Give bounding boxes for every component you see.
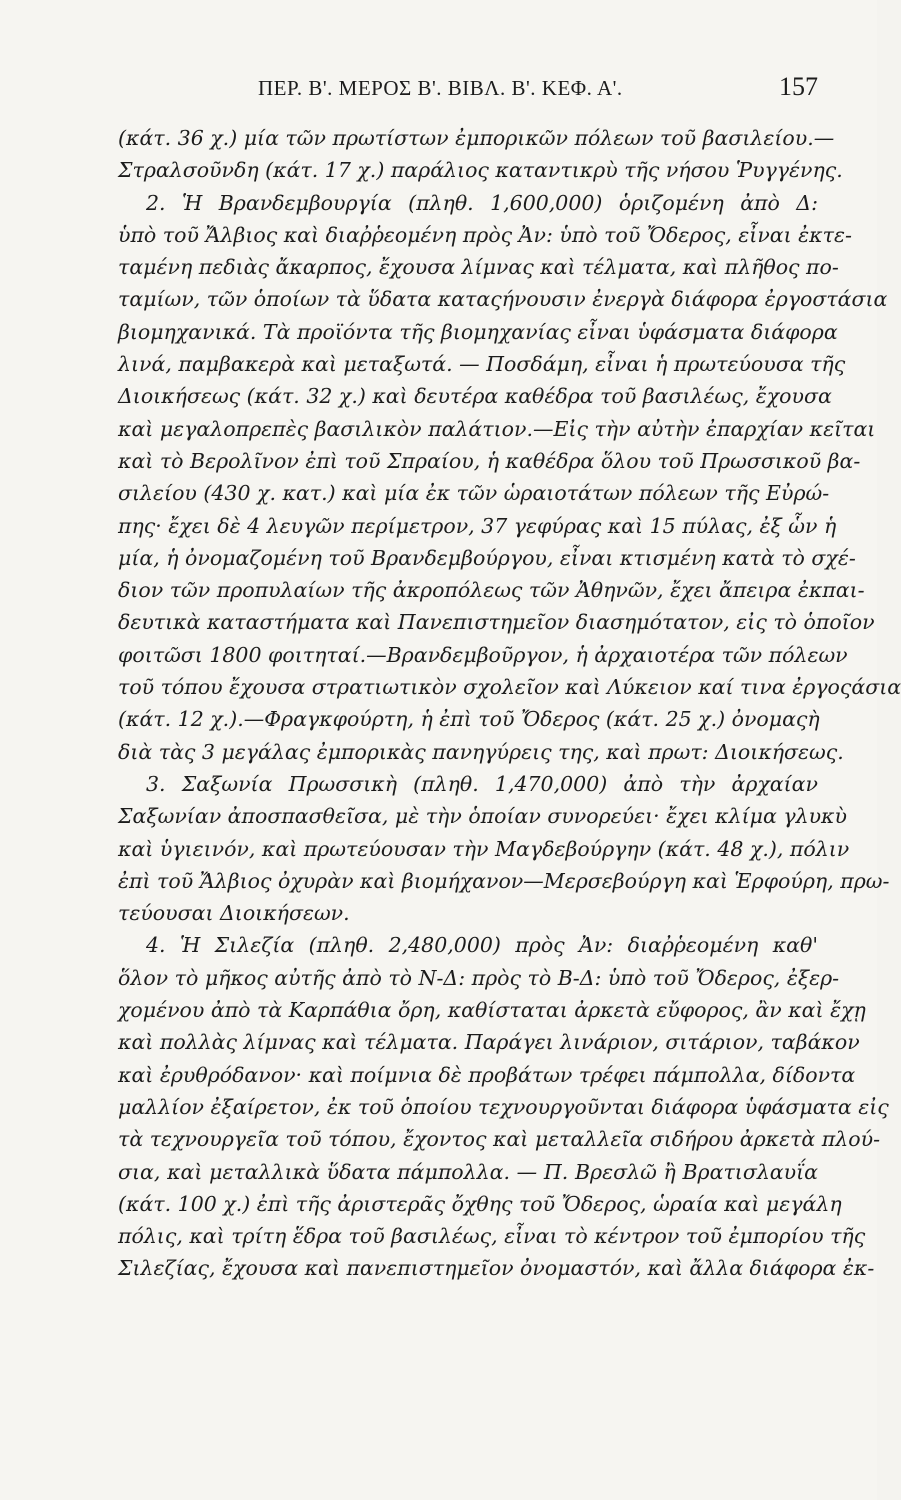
- text-line: 3. Σαξωνία Πρωσσικὴ (πληθ. 1,470,000) ἀπὸ τὴν ἀρχαίαν: [146, 771, 818, 796]
- text-line: ὑπὸ τοῦ Ἄλβιος καὶ διαῤῥεομένη πρὸς Ἀν: ὑπὸ τοῦ Ὄδερος, εἶναι ἐκτε-: [118, 222, 852, 247]
- text-line: φοιτῶσι 1800 φοιτηταί.—Βρανδεμβοῦργον, ἡ ἀρχαιοτέρα τῶν πόλεων: [118, 642, 848, 667]
- text-line: βιομηχανικά. Τὰ προϊόντα τῆς βιομηχανίας εἶναι ὑφάσματα διάφορα: [118, 319, 838, 344]
- text-line: ταμίων, τῶν ὁποίων τὰ ὕδατα καταςήνουσιν ἐνεργὰ διάφορα ἐργοστάσια: [118, 287, 888, 312]
- running-title: ΠΕΡ. Β'. ΜΕΡΟΣ Β'. ΒΙΒΛ. Β'. ΚΕΦ. Α'.: [258, 76, 623, 100]
- text-line: τοῦ τόπου ἔχουσα στρατιωτικὸν σχολεῖον καὶ Λύκειον καί τινα ἐργοςάσια: [118, 675, 901, 700]
- text-line: λινά, παμβακερὰ καὶ μεταξωτά. — Ποσδάμη, εἶναι ἡ πρωτεύουσα τῆς: [118, 352, 846, 377]
- text-line: 2. Ἡ Βρανδεμβουργία (πληθ. 1,600,000) ὁριζομένη ἀπὸ Δ:: [146, 190, 818, 215]
- text-line: καὶ μεγαλοπρεπὲς βασιλικὸν παλάτιον.—Εἰς τὴν αὐτὴν ἐπαρχίαν κεῖται: [118, 416, 876, 441]
- text-line: τὰ τεχνουργεῖα τοῦ τόπου, ἔχοντος καὶ μεταλλεῖα σιδήρου ἀρκετὰ πλού-: [118, 1127, 880, 1152]
- text-line: μία, ἡ ὀνομαζομένη τοῦ Βρανδεμβούργου, εἶναι κτισμένη κατὰ τὸ σχέ-: [118, 545, 856, 570]
- text-line: ταμένη πεδιὰς ἄκαρπος, ἔχουσα λίμνας καὶ τέλματα, καὶ πλῆθος πο-: [118, 255, 839, 280]
- text-line: πης· ἔχει δὲ 4 λευγῶν περίμετρον, 37 γεφύρας καὶ 15 πύλας, ἐξ ὧν ἡ: [118, 513, 837, 538]
- text-line: ὅλον τὸ μῆκος αὐτῆς ἀπὸ τὸ Ν-Δ: πρὸς τὸ Β-Δ: ὑπὸ τοῦ Ὄδερος, ἐξερ-: [118, 965, 840, 990]
- running-head: [118, 72, 818, 106]
- text-line: Σιλεζίας, ἔχουσα καὶ πανεπιστημεῖον ὀνομαστόν, καὶ ἄλλα διάφορα ἐκ-: [118, 1256, 875, 1281]
- text-line: δευτικὰ καταστήματα καὶ Πανεπιστημεῖον διασημότατον, εἰς τὸ ὁποῖον: [118, 610, 875, 635]
- text-line: (κάτ. 36 χ.) μία τῶν πρωτίστων ἐμπορικῶν πόλεων τοῦ βασιλείου.—: [118, 126, 835, 150]
- text-line: τεύουσαι Διοικήσεων.: [118, 901, 350, 926]
- text-line: διὰ τὰς 3 μεγάλας ἐμπορικὰς πανηγύρεις της, καὶ πρωτ: Διοικήσεως.: [118, 739, 844, 764]
- text-line: διον τῶν προπυλαίων τῆς ἀκροπόλεως τῶν Ἀθηνῶν, ἔχει ἄπειρα ἐκπαι-: [118, 578, 865, 603]
- text-line: καὶ ὑγιεινόν, καὶ πρωτεύουσαν τὴν Μαγδεβούργην (κάτ. 48 χ.), πόλιν: [118, 836, 850, 861]
- text-line: (κάτ. 12 χ.).—Φραγκφούρτη, ἡ ἐπὶ τοῦ Ὄδερος (κάτ. 25 χ.) ὀνομαςὴ: [118, 707, 820, 732]
- text-line: χομένου ἀπὸ τὰ Καρπάθια ὄρη, καθίσταται ἀρκετὰ εὔφορος, ἂν καὶ ἔχῃ: [118, 998, 866, 1023]
- body-text: [118, 122, 901, 1285]
- text-line: σιλείου (430 χ. κατ.) καὶ μία ἐκ τῶν ὡραιοτάτων πόλεων τῆς Εὐρώ-: [118, 481, 830, 506]
- text-line: πόλις, καὶ τρίτη ἕδρα τοῦ βασιλέως, εἶναι τὸ κέντρον τοῦ ἐμπορίου τῆς: [118, 1224, 866, 1249]
- text-line: Στραλσοῦνδη (κάτ. 17 χ.) παράλιος καταντικρὺ τῆς νήσου Ῥυγγένης.: [118, 158, 843, 183]
- text-line: καὶ πολλὰς λίμνας καὶ τέλματα. Παράγει λινάριον, σιτάριον, ταβάκον: [118, 1030, 860, 1055]
- text-line: Σαξωνίαν ἀποσπασθεῖσα, μὲ τὴν ὁποίαν συνορεύει· ἔχει κλίμα γλυκὺ: [118, 804, 847, 829]
- text-line: Διοικήσεως (κάτ. 32 χ.) καὶ δευτέρα καθέδρα τοῦ βασιλέως, ἔχουσα: [118, 384, 832, 409]
- text-line: μαλλίον ἐξαίρετον, ἐκ τοῦ ὁποίου τεχνουργοῦνται διάφορα ὑφάσματα εἰς: [118, 1094, 889, 1119]
- text-line: ἐπὶ τοῦ Ἄλβιος ὀχυρὰν καὶ βιομήχανον—Μερσεβούργη καὶ Ἑρφούρη, πρω-: [118, 868, 890, 893]
- text-line: καὶ τὸ Βερολῖνον ἐπὶ τοῦ Σπραίου, ἡ καθέδρα ὅλου τοῦ Πρωσσικοῦ βα-: [118, 448, 861, 473]
- page-number: 157: [779, 72, 818, 101]
- text-line: καὶ ἐρυθρόδανον· καὶ ποίμνια δὲ προβάτων τρέφει πάμπολλα, δίδοντα: [118, 1062, 856, 1087]
- text-line: 4. Ἡ Σιλεζία (πληθ. 2,480,000) πρὸς Ἀν: διαῤῥεομένη καθ': [146, 933, 818, 958]
- text-line: σια, καὶ μεταλλικὰ ὕδατα πάμπολλα. — Π. Βρεσλῶ ἢ Βρατισλαυΐα: [118, 1159, 818, 1184]
- text-line: (κάτ. 100 χ.) ἐπὶ τῆς ἀριστερᾶς ὄχθης τοῦ Ὄδερος, ὡραία καὶ μεγάλη: [118, 1191, 842, 1216]
